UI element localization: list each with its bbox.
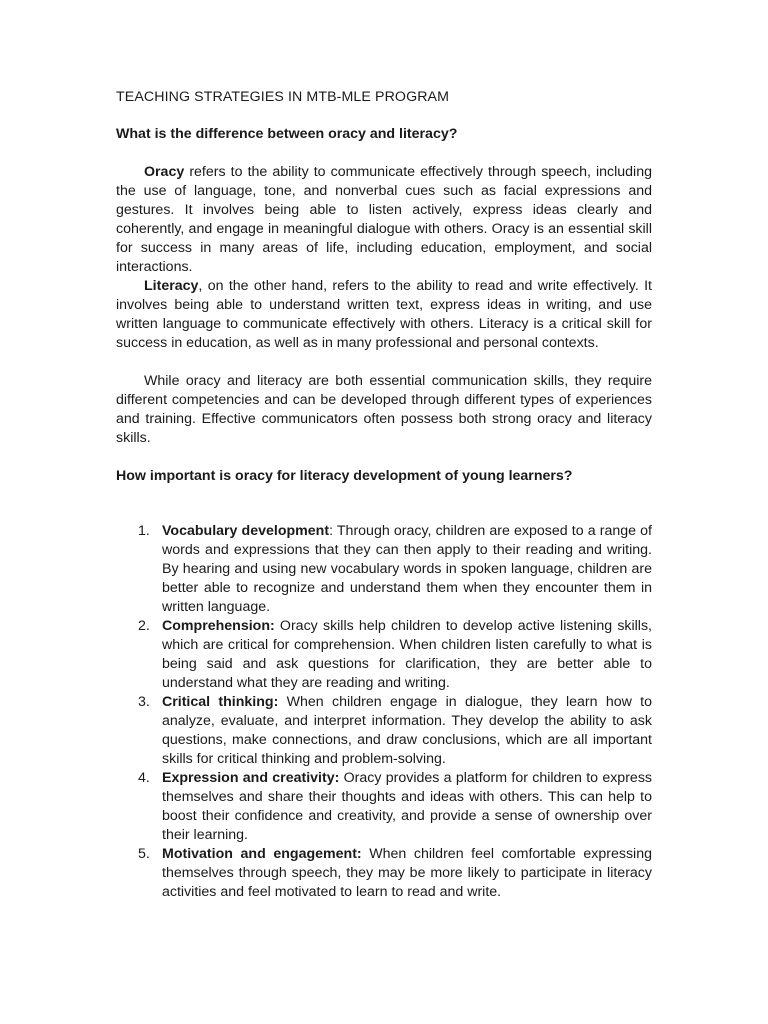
importance-list bbox=[116, 522, 652, 902]
list-item-number: 1. bbox=[138, 523, 150, 539]
question-heading-1: What is the difference between oracy and literacy? bbox=[116, 126, 458, 142]
list-item bbox=[116, 617, 652, 693]
literacy-term: Literacy bbox=[144, 278, 199, 294]
list-item-term: Critical thinking: bbox=[162, 694, 279, 710]
list-item-term: Comprehension: bbox=[162, 618, 275, 634]
comparison-paragraph: While oracy and literacy are both essential communication skills, they require different competencies and can be developed through different types of experiences and training. Effective communicators often possess both strong oracy and literacy skills. bbox=[116, 373, 652, 446]
list-item-text: Oracy skills help children to develop active listening skills, which are critical for comprehension. When children listen carefully to what is being said and ask questions for clarification, they are better able to understand what they are reading and writing. bbox=[162, 618, 652, 691]
list-item bbox=[116, 769, 652, 845]
oracy-paragraph bbox=[116, 163, 652, 277]
list-item-term: Expression and creativity: bbox=[162, 770, 340, 786]
list-item-number: 4. bbox=[138, 770, 150, 786]
list-item-term: Motivation and engagement: bbox=[162, 846, 362, 862]
oracy-definition: refers to the ability to communicate effectively through speech, including the use of language, tone, and nonverbal cues such as facial expressions and gestures. It involves being able to listen actively, express ideas clearly and coherently, and engage in meaningful dialogue with others. Oracy is an essential skill for success in many areas of life, including education, employment, and social interactions. bbox=[116, 164, 652, 275]
literacy-definition: , on the other hand, refers to the ability to read and write effectively. It involves being able to understand written text, express ideas in writing, and use written language to communicate effectively with others. Literacy is a critical skill for success in education, as well as in many professional and personal contexts. bbox=[116, 278, 652, 351]
list-item-number: 2. bbox=[138, 618, 150, 634]
document-title: TEACHING STRATEGIES IN MTB-MLE PROGRAM bbox=[116, 89, 450, 105]
literacy-paragraph bbox=[116, 277, 652, 353]
list-item-text: Oracy provides a platform for children to express themselves and share their thoughts and ideas with others. This can help to boost their confidence and creativity, and provide a sense of ownership over their learning. bbox=[162, 770, 653, 843]
list-item-number: 3. bbox=[138, 694, 150, 710]
list-item bbox=[116, 522, 652, 617]
list-item-text: When children engage in dialogue, they learn how to analyze, evaluate, and interpret information. They develop the ability to ask questions, make connections, and draw conclusions, which are all important skills for critical thinking and problem-solving. bbox=[162, 694, 652, 767]
list-item bbox=[116, 693, 652, 769]
document-page bbox=[116, 88, 652, 902]
question-heading-2: How important is oracy for literacy development of young learners? bbox=[116, 468, 573, 484]
oracy-term: Oracy bbox=[144, 164, 185, 180]
list-item-number: 5. bbox=[138, 846, 150, 862]
list-item-term: Vocabulary development bbox=[162, 523, 330, 539]
list-item-text: When children feel comfortable expressing themselves through speech, they may be more likely to participate in literacy activities and feel motivated to learn to read and write. bbox=[162, 846, 652, 900]
list-item-text: : Through oracy, children are exposed to a range of words and expressions that they can then apply to their reading and writing. By hearing and using new vocabulary words in spoken language, children are better able to recognize and understand them when they encounter them in written language. bbox=[162, 523, 652, 615]
list-item bbox=[116, 845, 652, 902]
